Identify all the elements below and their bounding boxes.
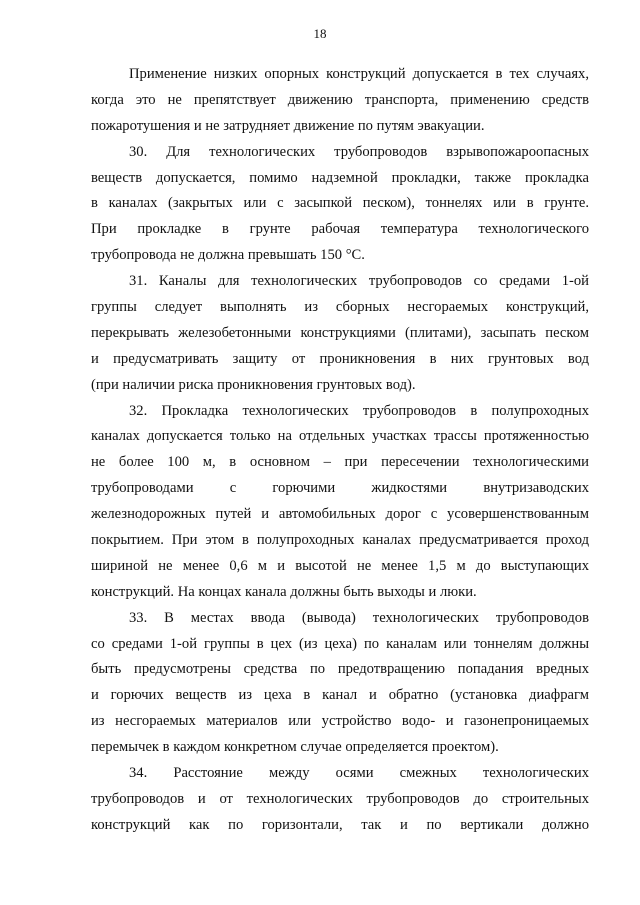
text-line: трубопроводов и от технологических трубопроводов до строительных bbox=[91, 790, 589, 807]
text-line: каналах допускается только на отдельных участках трассы протяженностью bbox=[91, 428, 589, 445]
text-line: из несгораемых материалов или устройство водо- и газонепроницаемых bbox=[91, 713, 589, 730]
text-line: 34. Расстояние между осями смежных технологических bbox=[129, 765, 589, 782]
text-line: группы следует выполнять из сборных несгораемых конструкций, bbox=[91, 299, 589, 316]
document-body bbox=[91, 62, 589, 839]
text-line: и горючих веществ из цеха в канал и обратно (установка диафрагм bbox=[91, 687, 589, 704]
text-line: трубопроводами с горючими жидкостями внутризаводских bbox=[91, 480, 589, 497]
text-line: При прокладке в грунте рабочая температура технологического bbox=[91, 221, 589, 238]
text-line: и предусматривать защиту от проникновения в них грунтовых вод bbox=[91, 350, 589, 367]
text-line: не более 100 м, в основном – при пересечении технологическими bbox=[91, 454, 589, 471]
text-line: перемычек в каждом конкретном случае определяется проектом). bbox=[91, 739, 499, 756]
text-line: пожаротушения и не затрудняет движение по путям эвакуации. bbox=[91, 117, 485, 134]
page-number: 18 bbox=[313, 26, 327, 41]
text-line: когда это не препятствует движению транспорта, применению средств bbox=[91, 91, 589, 108]
text-line: перекрывать железобетонными конструкциями (плитами), засыпать песком bbox=[91, 324, 589, 341]
text-line: железнодорожных путей и автомобильных дорог с усовершенствованным bbox=[91, 506, 589, 523]
text-line: Применение низких опорных конструкций допускается в тех случаях, bbox=[129, 66, 589, 82]
text-line: шириной не менее 0,6 м и высотой не менее 1,5 м до выступающих bbox=[91, 557, 589, 574]
text-line: 33. В местах ввода (вывода) технологических трубопроводов bbox=[129, 609, 589, 626]
text-line: конструкций как по горизонтали, так и по вертикали должно bbox=[91, 816, 589, 833]
text-line: в каналах (закрытых или с засыпкой песком), тоннелях или в грунте. bbox=[91, 195, 589, 212]
text-line: покрытием. При этом в полупроходных каналах предусматривается проход bbox=[91, 532, 589, 549]
text-line: 30. Для технологических трубопроводов взрывопожароопасных bbox=[129, 143, 589, 160]
text-line: 32. Прокладка технологических трубопроводов в полупроходных bbox=[129, 402, 589, 419]
text-line: веществ допускается, помимо надземной прокладки, также прокладка bbox=[91, 169, 589, 186]
text-line: 31. Каналы для технологических трубопроводов со средами 1-ой bbox=[129, 273, 589, 290]
text-line: трубопровода не должна превышать 150 °С. bbox=[91, 247, 365, 264]
text-line: быть предусмотрены средства по предотвращению попадания вредных bbox=[91, 661, 589, 678]
text-line: конструкций. На концах канала должны быть выходы и люки. bbox=[91, 583, 477, 600]
text-line: со средами 1-ой группы в цех (из цеха) по каналам или тоннелям должны bbox=[91, 635, 589, 652]
text-line: (при наличии риска проникновения грунтовых вод). bbox=[91, 376, 416, 393]
